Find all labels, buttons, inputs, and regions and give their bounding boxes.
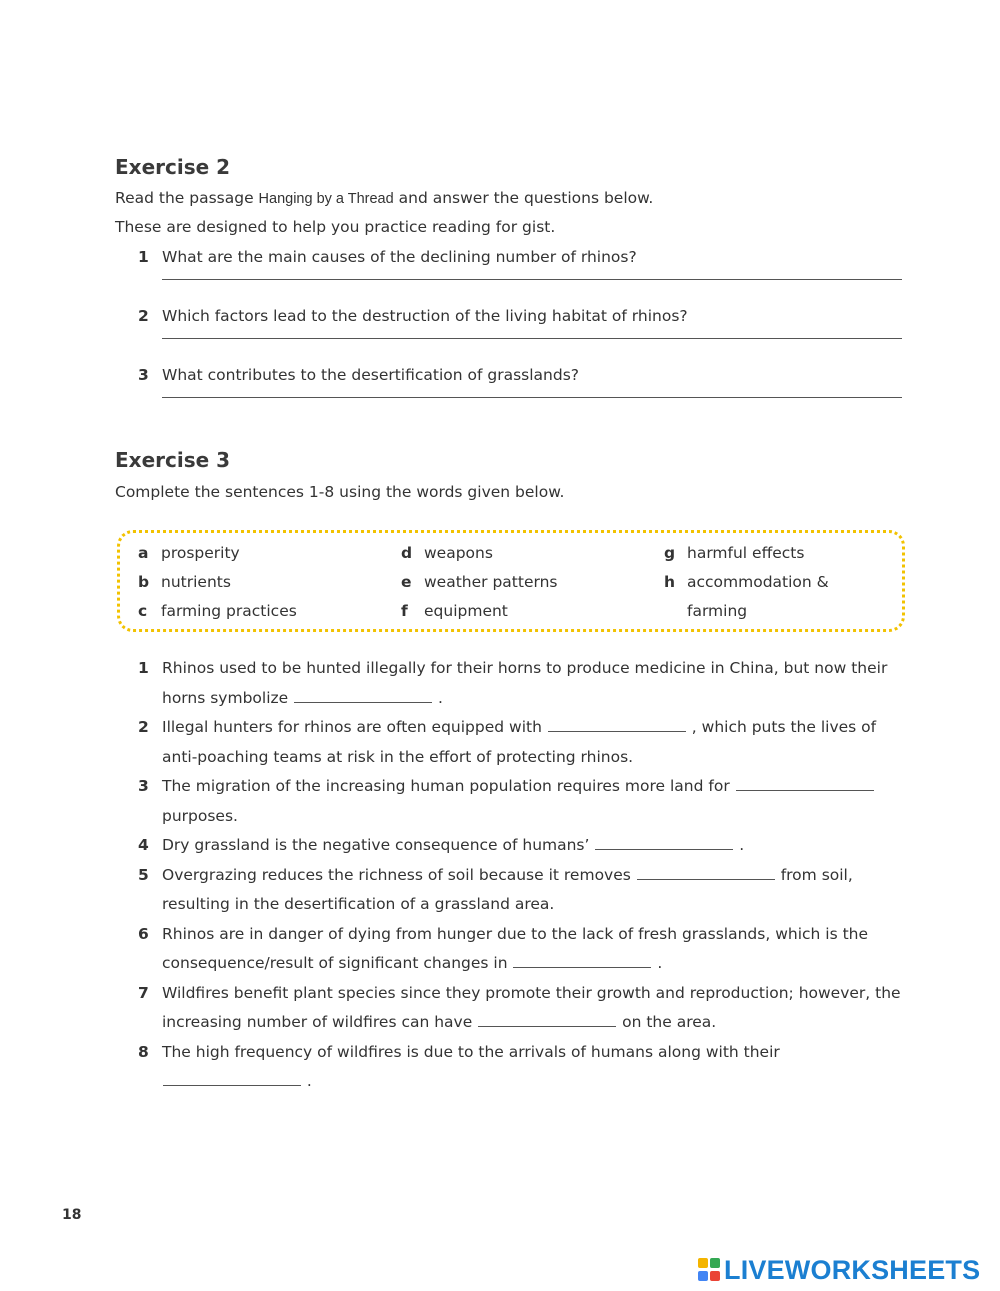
exercise-2-questions <box>115 243 905 420</box>
liveworksheets-logo-icon <box>698 1258 720 1282</box>
word-letter: d <box>401 544 413 562</box>
passage-title: Hanging by a Thread <box>258 191 394 207</box>
sentence-text-before: Rhinos are in danger of dying from hunger due to the lack of fresh grasslands, which is the consequence/result of significant changes in <box>162 924 869 972</box>
blank-input[interactable] <box>294 684 432 703</box>
sentence-text-after: . <box>302 1072 312 1090</box>
word-label: accommodation & <box>687 573 829 591</box>
word-label: prosperity <box>161 544 240 562</box>
word-letter: g <box>664 544 676 562</box>
word-letter: c <box>138 602 148 620</box>
sentence-number: 1 <box>138 659 149 677</box>
word-label: farming practices <box>161 602 297 620</box>
intro-text-before: Read the passage <box>115 189 259 207</box>
word-label-continued: farming <box>687 602 748 620</box>
sentence-text-before: The migration of the increasing human population requires more land for <box>162 777 735 795</box>
exercise-2-intro <box>115 184 653 215</box>
sentence-text-before: Rhinos used to be hunted illegally for their horns to produce medicine in China, but now their horns symbolize <box>162 659 888 707</box>
sentence-text-before: Overgrazing reduces the richness of soil because it removes <box>162 865 636 884</box>
sentence-number: 7 <box>138 983 149 1002</box>
sentence-item <box>115 713 905 772</box>
word-bank <box>117 530 905 632</box>
sentence-number: 5 <box>138 865 149 884</box>
blank-input[interactable] <box>736 772 874 791</box>
sentence-text-before: Dry grassland is the negative consequence of humans’ <box>162 836 595 854</box>
word-label: equipment <box>424 602 508 620</box>
blank-input[interactable] <box>595 831 733 850</box>
sentence-text-before: The high frequency of wildfires is due to the arrivals of humans along with their <box>162 1042 780 1061</box>
sentence-item <box>115 861 905 920</box>
question-item <box>115 361 905 420</box>
sentence-number: 8 <box>138 1042 149 1061</box>
question-number: 3 <box>138 366 149 384</box>
sentence-text-after: on the area. <box>617 1013 717 1031</box>
blank-input[interactable] <box>163 1067 301 1086</box>
question-number: 2 <box>138 307 149 325</box>
sentence-item <box>115 1038 905 1097</box>
blank-input[interactable] <box>637 861 775 880</box>
intro-text-after: and answer the questions below. <box>393 189 654 207</box>
sentence-text-after: purposes. <box>162 806 238 825</box>
question-item <box>115 302 905 361</box>
exercise-2-heading: Exercise 2 <box>115 155 231 179</box>
word-letter: a <box>138 544 149 562</box>
blank-input[interactable] <box>478 1008 616 1027</box>
sentence-text-after: . <box>734 836 745 854</box>
sentence-number: 2 <box>138 718 149 736</box>
question-number: 1 <box>138 248 149 266</box>
question-text: Which factors lead to the destruction of the living habitat of rhinos? <box>162 307 688 325</box>
brand-name: LIVEWORKSHEETS <box>724 1254 981 1285</box>
word-letter: f <box>401 602 408 620</box>
exercise-2-intro-line-2: These are designed to help you practice reading for gist. <box>115 218 556 236</box>
sentence-text-before: Wildfires benefit plant species since they promote their growth and reproduction; however, the increasing number of wildfires can have <box>162 983 901 1031</box>
sentence-text-after: . <box>652 954 663 972</box>
exercise-3-sentences <box>115 654 905 1097</box>
question-text: What contributes to the desertification of grasslands? <box>162 366 580 384</box>
answer-line[interactable] <box>162 279 902 280</box>
brand-footer[interactable] <box>698 1256 980 1284</box>
word-label: nutrients <box>161 573 231 591</box>
word-letter: h <box>664 573 676 591</box>
sentence-text-after: , which puts the lives of anti-poaching teams at risk in the effort of protecting rhinos. <box>162 718 877 766</box>
page-number: 18 <box>62 1207 82 1223</box>
answer-line[interactable] <box>162 397 902 398</box>
sentence-number: 4 <box>138 836 149 854</box>
word-letter: e <box>401 573 412 591</box>
sentence-item <box>115 831 905 861</box>
sentence-text-before: Illegal hunters for rhinos are often equipped with <box>162 718 547 736</box>
word-label: weather patterns <box>424 573 558 591</box>
question-item <box>115 243 905 302</box>
blank-input[interactable] <box>548 713 686 732</box>
sentence-item <box>115 920 905 979</box>
sentence-text-after: . <box>433 688 443 707</box>
word-letter: b <box>138 573 150 591</box>
sentence-text-after: from soil, resulting in the desertification of a grassland area. <box>162 865 853 913</box>
sentence-item <box>115 979 905 1038</box>
blank-input[interactable] <box>513 949 651 968</box>
question-text: What are the main causes of the declining number of rhinos? <box>162 248 637 266</box>
sentence-item <box>115 772 905 831</box>
word-label: weapons <box>424 544 493 562</box>
word-label: harmful effects <box>687 544 805 562</box>
exercise-3-heading: Exercise 3 <box>115 448 231 472</box>
sentence-item <box>115 654 905 713</box>
exercise-3-instructions: Complete the sentences 1-8 using the words given below. <box>115 483 565 501</box>
sentence-number: 3 <box>138 777 149 795</box>
sentence-number: 6 <box>138 924 149 943</box>
answer-line[interactable] <box>162 338 902 339</box>
